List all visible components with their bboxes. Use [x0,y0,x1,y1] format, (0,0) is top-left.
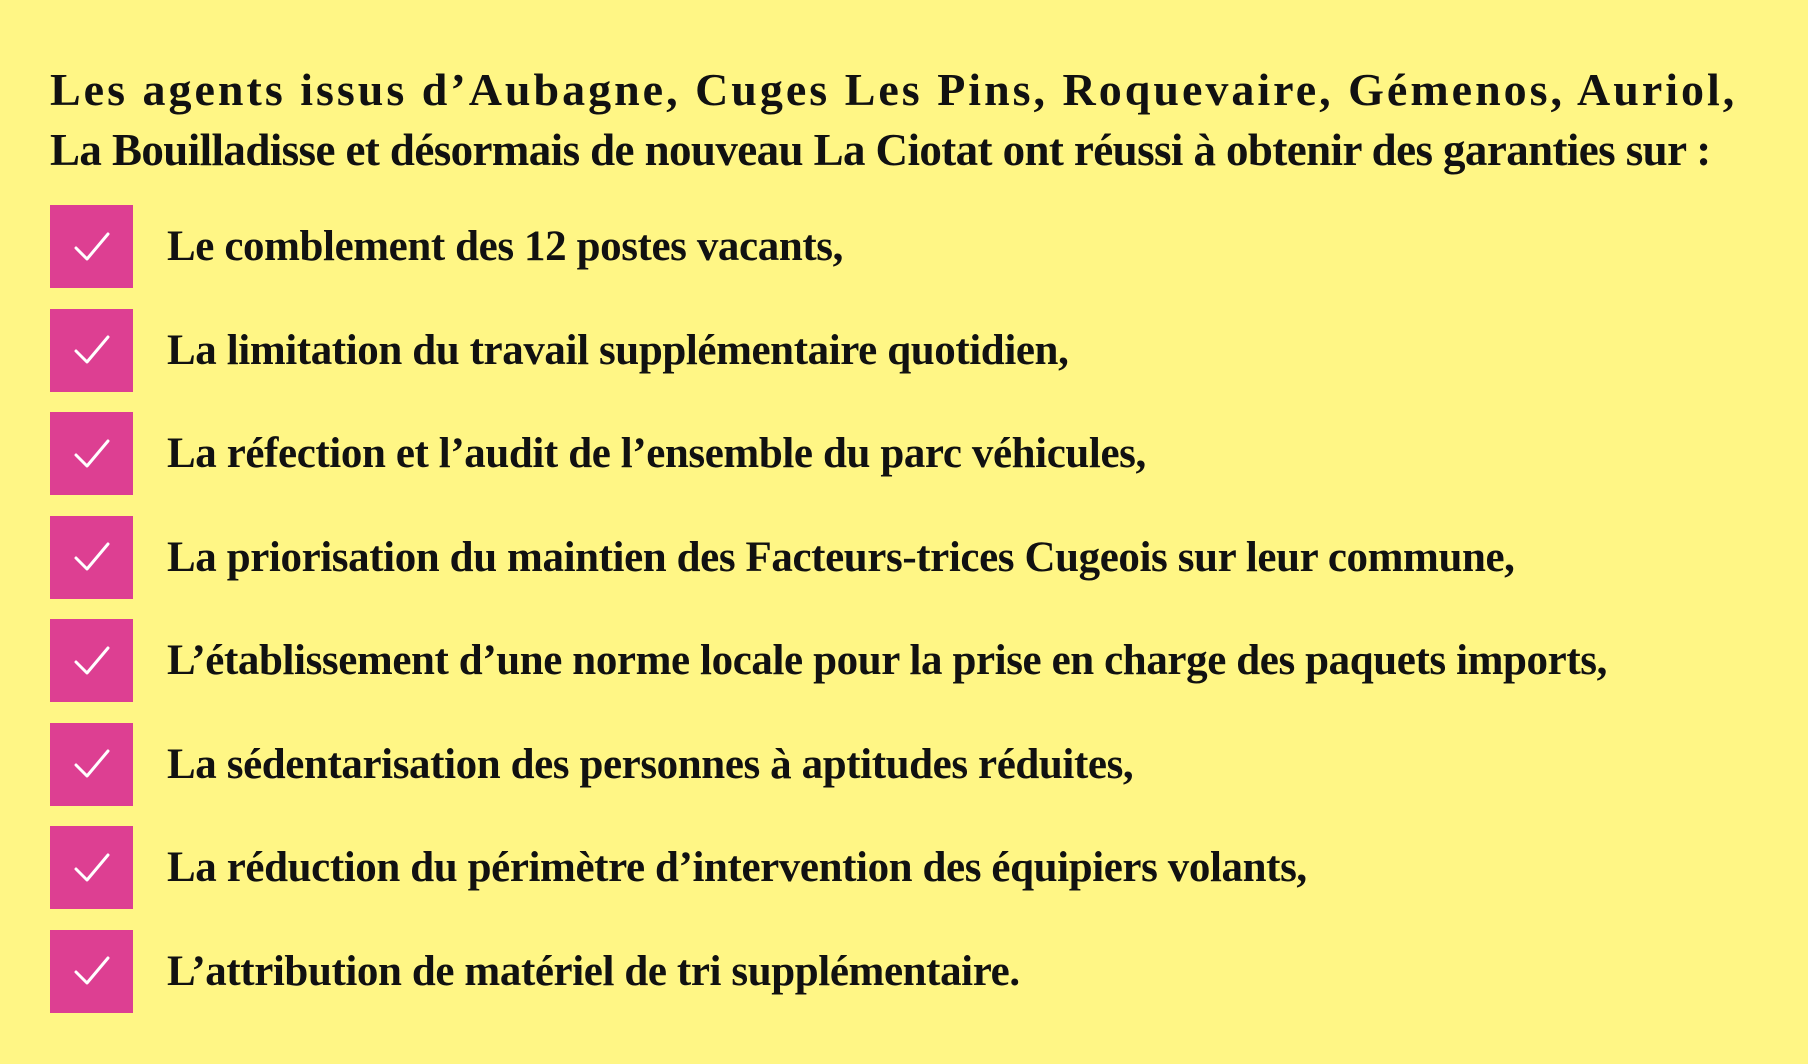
checkbox-checked [50,723,133,806]
checkbox-checked [50,619,133,702]
checkbox-checked [50,930,133,1013]
checkmark-icon [68,947,116,995]
checkbox-checked [50,205,133,288]
checklist-item [50,930,1607,1013]
intro-line-2: La Bouilladisse et désormais de nouveau La Ciotat ont réussi à obtenir des garanties sur : [50,125,1711,175]
checkmark-icon [68,740,116,788]
checklist-item [50,826,1607,909]
checklist [50,205,1607,1033]
checkmark-icon [68,533,116,581]
checklist-item [50,309,1607,392]
checklist-item [50,516,1607,599]
checkmark-icon [68,430,116,478]
checkbox-checked [50,826,133,909]
checklist-item [50,723,1607,806]
checklist-item-label: La sédentarisation des personnes à aptitudes réduites, [167,740,1134,788]
checklist-item-label: La limitation du travail supplémentaire quotidien, [167,326,1069,374]
checklist-item [50,412,1607,495]
checkbox-checked [50,516,133,599]
intro-line-1: Les agents issus d’Aubagne, Cuges Les Pins, Roquevaire, Gémenos, Auriol, [50,64,1738,115]
checklist-item-label: La priorisation du maintien des Facteurs-trices Cugeois sur leur commune, [167,533,1515,581]
checklist-item-label: La réduction du périmètre d’intervention des équipiers volants, [167,844,1307,891]
intro-paragraph [50,60,1770,180]
checkbox-checked [50,309,133,392]
checkmark-icon [68,844,116,892]
checklist-item [50,205,1607,288]
checkmark-icon [68,637,116,685]
checklist-item-label: La réfection et l’audit de l’ensemble du parc véhicules, [167,430,1146,477]
checklist-item-label: Le comblement des 12 postes vacants, [167,223,843,270]
checkmark-icon [68,223,116,271]
checklist-item-label: L’établissement d’une norme locale pour la prise en charge des paquets imports, [167,637,1607,684]
checkbox-checked [50,412,133,495]
checkmark-icon [68,326,116,374]
checklist-item [50,619,1607,702]
checklist-item-label: L’attribution de matériel de tri supplémentaire. [167,947,1020,995]
